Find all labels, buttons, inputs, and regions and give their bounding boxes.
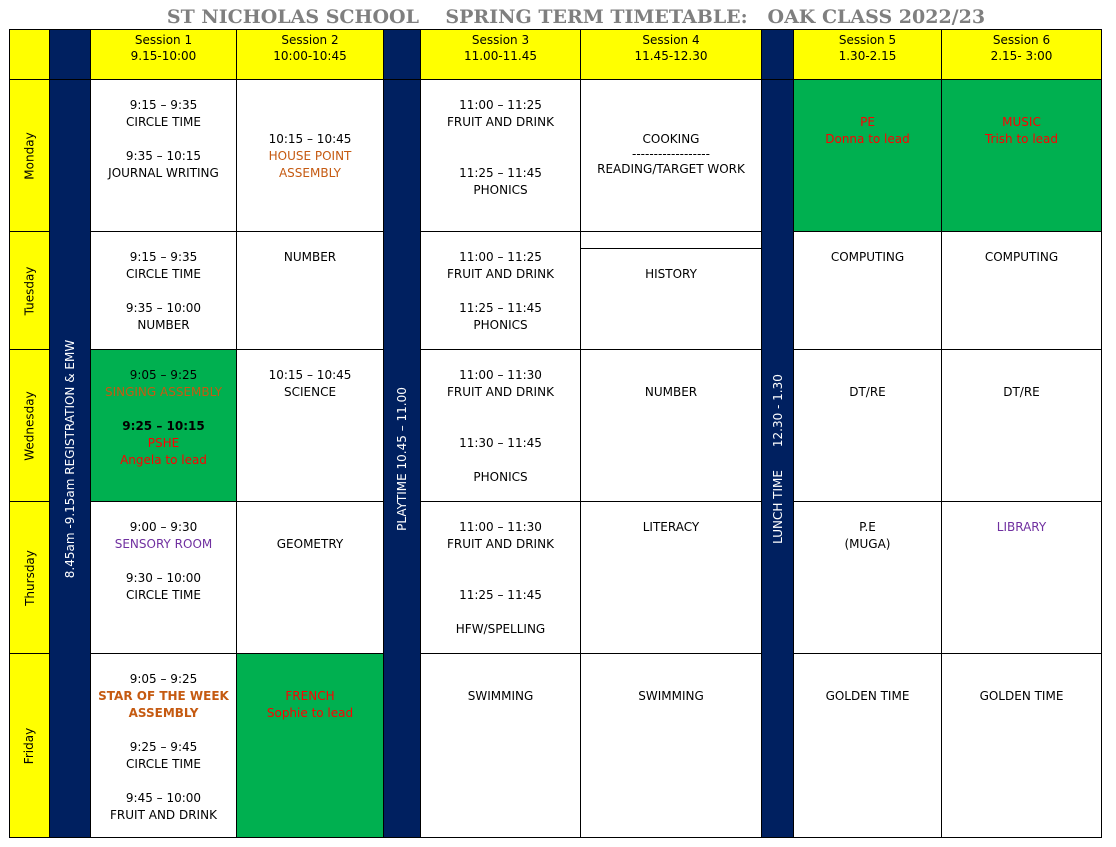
tuesday-session-5 (794, 232, 942, 350)
activity: CIRCLE TIME (126, 115, 201, 129)
activity: NUMBER (283, 250, 337, 264)
monday-session-6 (942, 80, 1101, 232)
time-slot: 11:30 – 11:45 (459, 436, 542, 450)
session-time: 1.30-2.15 (838, 49, 897, 63)
registration-band-header (50, 30, 91, 80)
thursday-session-3 (421, 502, 581, 654)
header-session-1 (91, 30, 237, 80)
day-wednesday (10, 350, 50, 502)
time-slot: 9:05 – 9:25 (129, 368, 198, 382)
wednesday-session-3 (421, 350, 581, 502)
header-session-5 (794, 30, 942, 80)
activity: SINGING ASSEMBLY (104, 385, 223, 399)
activity: SCIENCE (283, 385, 337, 399)
activity: HOUSE POINT (268, 149, 352, 163)
session-time: 11.00-11.45 (463, 49, 538, 63)
lunch-band-header (762, 30, 794, 80)
day-label: Friday (22, 727, 37, 764)
friday-session-2 (237, 654, 384, 837)
session-time: 11.45-12.30 (634, 49, 708, 63)
activity: GEOMETRY (276, 537, 344, 551)
wednesday-session-2 (237, 350, 384, 502)
friday-session-1 (91, 654, 237, 837)
time-slot: 11:00 – 11:30 (459, 520, 542, 534)
activity: PHONICS (473, 183, 528, 197)
activity: SWIMMING (467, 689, 534, 703)
activity: COMPUTING (984, 250, 1059, 264)
playtime-label: PLAYTIME 10.45 – 11.00 (395, 386, 410, 531)
corner-cell (10, 30, 50, 80)
time-slot: 11:25 – 11:45 (459, 301, 542, 315)
day-friday (10, 654, 50, 837)
activity: PHONICS (473, 470, 528, 484)
activity: LITERACY (642, 520, 700, 534)
activity: SENSORY ROOM (114, 537, 213, 551)
registration-label: 8.45am -9.15am REGISTRATION & EMW (63, 339, 77, 578)
timetable-grid (9, 29, 1102, 838)
teacher: Trish to lead (984, 132, 1059, 146)
monday-session-2 (237, 80, 384, 232)
activity: JOURNAL WRITING (108, 166, 219, 180)
activity: GOLDEN TIME (979, 689, 1064, 703)
activity: CIRCLE TIME (126, 588, 201, 602)
session-name: Session 6 (992, 33, 1051, 47)
day-label: Monday (22, 131, 37, 180)
activity: ASSEMBLY (128, 706, 199, 720)
time-slot: 10:15 – 10:45 (268, 368, 352, 382)
friday-session-3 (421, 654, 581, 837)
header-session-2 (237, 30, 384, 80)
activity: FRUIT AND DRINK (447, 115, 554, 129)
activity: PSHE (147, 436, 180, 450)
registration-band (50, 80, 91, 837)
time-slot: 11:25 – 11:45 (459, 166, 542, 180)
time-slot: 11:00 – 11:25 (459, 250, 542, 264)
wednesday-session-4 (581, 350, 762, 502)
activity: FRUIT AND DRINK (447, 537, 554, 551)
day-thursday (10, 502, 50, 654)
monday-session-5 (794, 80, 942, 232)
activity: HISTORY (645, 267, 697, 281)
activity: FRUIT AND DRINK (110, 808, 217, 822)
day-tuesday (10, 232, 50, 350)
tuesday-session-4 (581, 249, 762, 350)
time-slot: 10:15 – 10:45 (268, 132, 352, 146)
session-time: 9.15-10:00 (130, 49, 197, 63)
tuesday-session-4-top (581, 232, 762, 249)
activity: FRUIT AND DRINK (447, 385, 554, 399)
friday-session-5 (794, 654, 942, 837)
activity: MUSIC (1002, 115, 1041, 129)
divider-text: ------------------ (632, 147, 710, 161)
activity: DT/RE (1003, 385, 1040, 399)
friday-session-6 (942, 654, 1101, 837)
header-session-4 (581, 30, 762, 80)
activity: GOLDEN TIME (825, 689, 910, 703)
tuesday-session-2 (237, 232, 384, 350)
activity: FRENCH (285, 689, 335, 703)
time-slot: 9:25 – 9:45 (129, 740, 198, 754)
wednesday-session-1 (91, 350, 237, 502)
tuesday-session-6 (942, 232, 1101, 350)
header-session-3 (421, 30, 581, 80)
time-slot: 9:00 – 9:30 (129, 520, 198, 534)
session-name: Session 1 (134, 33, 193, 47)
activity: PE (860, 115, 875, 129)
time-slot: 9:25 – 10:15 (122, 419, 205, 433)
day-label: Tuesday (22, 266, 37, 315)
day-label: Wednesday (22, 390, 37, 461)
activity: FRUIT AND DRINK (447, 267, 554, 281)
wednesday-session-6 (942, 350, 1101, 502)
day-label: Thursday (22, 549, 37, 606)
activity: NUMBER (644, 385, 698, 399)
tuesday-session-1 (91, 232, 237, 350)
session-name: Session 2 (281, 33, 339, 47)
time-slot: 11:00 – 11:25 (459, 98, 542, 112)
time-slot: 9:05 – 9:25 (129, 672, 198, 686)
session-name: Session 4 (642, 33, 700, 47)
thursday-session-2 (237, 502, 384, 654)
thursday-session-1 (91, 502, 237, 654)
wednesday-session-5 (794, 350, 942, 502)
lunch-band (762, 80, 794, 837)
teacher: Angela to lead (120, 453, 207, 467)
monday-session-4 (581, 80, 762, 232)
monday-session-3 (421, 80, 581, 232)
time-slot: 9:45 – 10:00 (125, 791, 202, 805)
activity: COMPUTING (830, 250, 905, 264)
activity: COOKING (642, 132, 700, 146)
activity: CIRCLE TIME (126, 757, 201, 771)
playtime-band-header (384, 30, 421, 80)
activity: PHONICS (473, 318, 528, 332)
session-name: Session 3 (471, 33, 530, 47)
activity: LIBRARY (996, 520, 1047, 534)
friday-session-4 (581, 654, 762, 837)
activity: NUMBER (137, 318, 190, 332)
time-slot: 9:15 – 9:35 (129, 250, 198, 264)
day-monday (10, 80, 50, 232)
activity: SWIMMING (638, 689, 704, 703)
activity: HFW/SPELLING (455, 622, 546, 636)
time-slot: 9:35 – 10:15 (125, 149, 202, 163)
page-title: ST NICHOLAS SCHOOL SPRING TERM TIMETABLE: OAK CLASS 2022/23 (166, 6, 986, 28)
activity: CIRCLE TIME (126, 267, 201, 281)
time-slot: 9:30 – 10:00 (125, 571, 202, 585)
session-time: 10:00-10:45 (273, 49, 347, 63)
time-slot: 9:15 – 9:35 (129, 98, 198, 112)
session-name: Session 5 (838, 33, 897, 47)
time-slot: 9:35 – 10:00 (125, 301, 202, 315)
thursday-session-6 (942, 502, 1101, 654)
thursday-session-5 (794, 502, 942, 654)
activity: DT/RE (849, 385, 886, 399)
teacher: Donna to lead (825, 132, 910, 146)
tuesday-session-3 (421, 232, 581, 350)
activity: P.E (859, 520, 876, 534)
teacher: Sophie to lead (266, 706, 354, 720)
activity: READING/TARGET WORK (597, 162, 745, 176)
header-session-6 (942, 30, 1101, 80)
lunch-label: LUNCH TIME 12.30 - 1.30 (770, 373, 785, 544)
monday-session-1 (91, 80, 237, 232)
thursday-session-4 (581, 502, 762, 654)
session-time: 2.15- 3:00 (990, 49, 1053, 63)
activity-location: (MUGA) (844, 537, 891, 551)
time-slot: 11:25 – 11:45 (459, 588, 542, 602)
time-slot: 11:00 – 11:30 (459, 368, 542, 382)
activity: ASSEMBLY (278, 166, 342, 180)
activity: STAR OF THE WEEK (98, 689, 229, 703)
playtime-band (384, 80, 421, 837)
